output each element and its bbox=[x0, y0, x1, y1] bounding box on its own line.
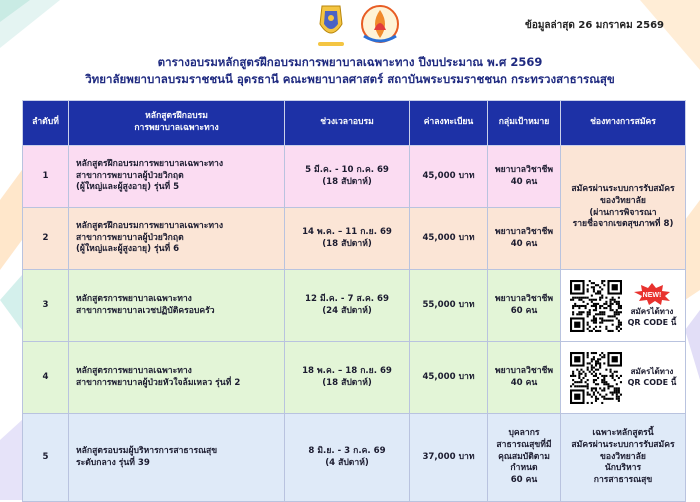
period-dates: 8 มิ.ย. - 3 ก.ค. 69 bbox=[308, 445, 386, 456]
row-number: 2 bbox=[23, 208, 69, 270]
training-period bbox=[285, 270, 410, 342]
target-group bbox=[488, 414, 561, 502]
period-dates: 5 มี.ค. - 10 ก.ค. 69 bbox=[305, 164, 389, 175]
table-row bbox=[23, 270, 686, 342]
target-line: พยาบาลวิชาชีพ bbox=[494, 293, 554, 304]
course-line: สาขาการพยาบาลผู้ป่วยวิกฤต bbox=[76, 232, 184, 243]
apply-line: (ผ่านการพิจารณา bbox=[589, 207, 657, 218]
table-row bbox=[23, 342, 686, 414]
course-line: สาขาการพยาบาลผู้ป่วยหัวใจล้มเหลว รุ่นที่ 2 bbox=[76, 377, 241, 388]
header-period: ช่วงเวลาอบรม bbox=[285, 101, 410, 146]
institution-logos bbox=[308, 2, 418, 52]
header-course-line2: การพยาบาลเฉพาะทาง bbox=[134, 123, 219, 133]
page-subtitle: วิทยาลัยพยาบาลบรมราชชนนี อุดรธานี คณะพยาบาลศาสตร์ สถาบันพระบรมราชชนก กระทรวงสาธารณสุข bbox=[85, 72, 615, 86]
row-number: 3 bbox=[23, 270, 69, 342]
row-number: 5 bbox=[23, 414, 69, 502]
training-period bbox=[285, 414, 410, 502]
target-group bbox=[488, 208, 561, 270]
target-line: กำหนด bbox=[510, 463, 538, 474]
period-dates: 14 พ.ค. – 11 ก.ย. 69 bbox=[302, 226, 392, 237]
training-period bbox=[285, 146, 410, 208]
training-schedule-table bbox=[22, 100, 686, 502]
period-dates: 18 พ.ค. – 18 ก.ย. 69 bbox=[302, 365, 392, 376]
apply-line: ของวิทยาลัย bbox=[600, 451, 646, 462]
new-badge-text: NEW! bbox=[642, 291, 662, 299]
course-name bbox=[69, 146, 285, 208]
target-line: บุคลากร bbox=[508, 427, 540, 438]
qr-label bbox=[628, 367, 677, 389]
apply-line: สมัครผ่านระบบการรับสมัคร bbox=[571, 439, 675, 450]
course-name bbox=[69, 342, 285, 414]
last-updated-text: ข้อมูลล่าสุด 26 มกราคม 2569 bbox=[524, 20, 664, 31]
course-name bbox=[69, 270, 285, 342]
course-line: สาขาการพยาบาลเวชปฏิบัติครอบครัว bbox=[76, 305, 215, 316]
apply-line: สมัครผ่านระบบการรับสมัคร bbox=[571, 183, 675, 194]
period-duration: (18 สัปดาห์) bbox=[322, 377, 372, 388]
period-duration: (24 สัปดาห์) bbox=[322, 305, 372, 316]
apply-channel-qr-4 bbox=[561, 342, 686, 414]
apply-line: ของวิทยาลัย bbox=[600, 195, 646, 206]
header-fee: ค่าลงทะเบียน bbox=[410, 101, 488, 146]
course-line: หลักสูตรการพยาบาลเฉพาะทาง bbox=[76, 365, 192, 376]
table-row bbox=[23, 414, 686, 502]
course-line: หลักสูตรฝึกอบรมการพยาบาลเฉพาะทาง bbox=[76, 220, 224, 231]
registration-fee: 45,000 บาท bbox=[410, 146, 488, 208]
qr-label bbox=[628, 307, 677, 329]
apply-line: การสาธารณสุข bbox=[593, 475, 653, 486]
qr-code-icon[interactable] bbox=[570, 352, 622, 404]
course-name bbox=[69, 414, 285, 502]
target-line: 40 คน bbox=[510, 176, 538, 187]
apply-channel-executive bbox=[561, 414, 686, 502]
header-target: กลุ่มเป้าหมาย bbox=[488, 101, 561, 146]
course-name bbox=[69, 208, 285, 270]
college-logo-icon bbox=[362, 6, 398, 42]
target-line: 60 คน bbox=[510, 305, 538, 316]
target-group bbox=[488, 270, 561, 342]
target-line: 60 คน bbox=[510, 475, 538, 486]
qr-label-line: QR CODE นี้ bbox=[627, 377, 677, 387]
row-number: 1 bbox=[23, 146, 69, 208]
apply-line: รายชื่อจากเขตสุขภาพที่ 8) bbox=[572, 219, 674, 230]
course-line: หลักสูตรอบรมผู้บริหารการสาธารณสุข bbox=[76, 445, 218, 456]
header-course-line1: หลักสูตรฝึกอบรม bbox=[145, 111, 208, 122]
apply-channel-college-system bbox=[561, 146, 686, 270]
header-course bbox=[69, 101, 285, 146]
apply-line: นักบริหาร bbox=[604, 463, 642, 474]
period-duration: (18 สัปดาห์) bbox=[322, 176, 372, 187]
table-row bbox=[23, 146, 686, 208]
target-line: คุณสมบัติตาม bbox=[498, 451, 550, 462]
registration-fee: 37,000 บาท bbox=[410, 414, 488, 502]
target-group bbox=[488, 342, 561, 414]
registration-fee: 45,000 บาท bbox=[410, 342, 488, 414]
qr-code-icon[interactable] bbox=[570, 280, 622, 332]
row-number: 4 bbox=[23, 342, 69, 414]
course-line: สาขาการพยาบาลผู้ป่วยวิกฤต bbox=[76, 170, 184, 181]
qr-label-line: QR CODE นี้ bbox=[627, 317, 677, 327]
training-period bbox=[285, 342, 410, 414]
course-line: (ผู้ใหญ่และผู้สูงอายุ) รุ่นที่ 5 bbox=[76, 182, 180, 193]
period-duration: (4 สัปดาห์) bbox=[325, 457, 369, 468]
royal-emblem-icon bbox=[318, 6, 344, 46]
course-line: (ผู้ใหญ่และผู้สูงอายุ) รุ่นที่ 6 bbox=[76, 244, 180, 255]
target-group bbox=[488, 146, 561, 208]
header-no: ลำดับที่ bbox=[23, 101, 69, 146]
course-line: หลักสูตรฝึกอบรมการพยาบาลเฉพาะทาง bbox=[76, 158, 224, 169]
period-duration: (18 สัปดาห์) bbox=[322, 238, 372, 249]
period-dates: 12 มี.ค. - 7 ส.ค. 69 bbox=[305, 293, 389, 304]
target-line: สาธารณสุขที่มี bbox=[496, 439, 552, 450]
target-line: พยาบาลวิชาชีพ bbox=[494, 226, 554, 237]
registration-fee: 55,000 บาท bbox=[410, 270, 488, 342]
course-line: หลักสูตรการพยาบาลเฉพาะทาง bbox=[76, 293, 192, 304]
target-line: พยาบาลวิชาชีพ bbox=[494, 365, 554, 376]
target-line: พยาบาลวิชาชีพ bbox=[494, 164, 554, 175]
qr-label-line: สมัครได้ทาง bbox=[630, 366, 674, 376]
new-badge-icon bbox=[632, 283, 672, 305]
qr-label-line: สมัครได้ทาง bbox=[630, 306, 674, 316]
apply-channel-qr-3 bbox=[561, 270, 686, 342]
table-header-row bbox=[23, 101, 686, 146]
page-title: ตารางอบรมหลักสูตรฝึกอบรมการพยาบาลเฉพาะทาง ปีงบประมาณ พ.ศ 2569 bbox=[157, 55, 543, 69]
target-line: 40 คน bbox=[510, 238, 538, 249]
header-apply: ช่องทางการสมัคร bbox=[561, 101, 686, 146]
target-line: 40 คน bbox=[510, 377, 538, 388]
apply-line: เฉพาะหลักสูตรนี้ bbox=[592, 427, 654, 438]
training-period bbox=[285, 208, 410, 270]
registration-fee: 45,000 บาท bbox=[410, 208, 488, 270]
course-line: ระดับกลาง รุ่นที่ 39 bbox=[76, 457, 150, 468]
